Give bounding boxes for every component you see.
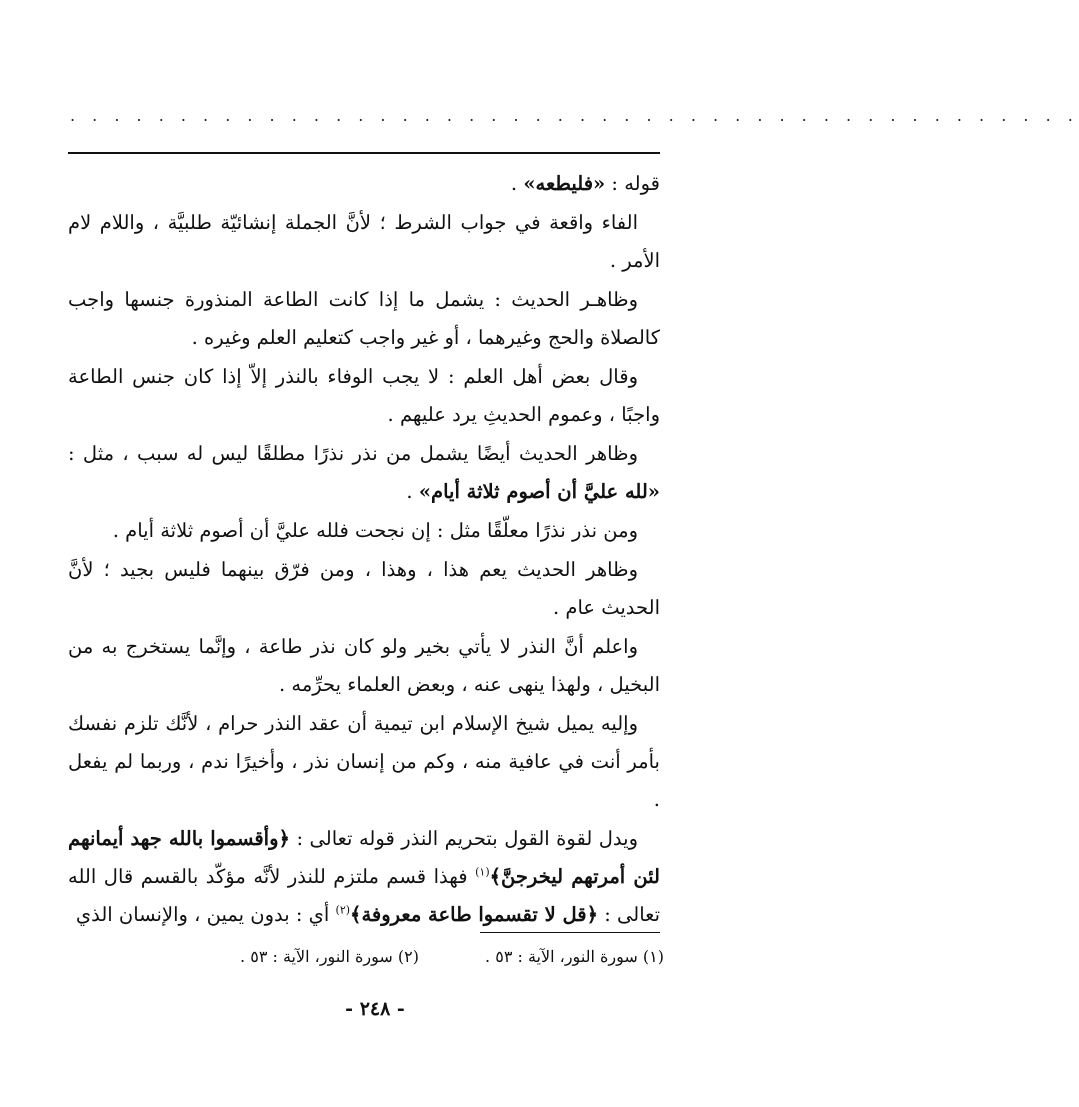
quran-verse-2: ﴿قل لا تقسموا طاعة معروفة﴾	[350, 903, 599, 926]
paragraph-7: وظاهر الحديث يعم هذا ، وهذا ، ومن فرّق بينهما فليس بجيد ؛ لأنَّ الحديث عام .	[68, 558, 660, 619]
paragraph-8: واعلم أنَّ النذر لا يأتي بخير ولو كان نذر طاعة ، وإنَّما يستخرج به من البخيل ، ولهذا ينهى عنه ، وبعض العلماء يحرِّمه .	[68, 635, 660, 696]
paragraph-2: الفاء واقعة في جواب الشرط ؛ لأنَّ الجملة إنشائيّة طلبيَّة ، واللام لام الأمر .	[68, 211, 660, 272]
footnote-1: (١) سورة النور، الآية : ٥٣ .	[485, 947, 664, 966]
paragraph-1-quote: «فليطعه»	[523, 172, 606, 195]
footnote-rule	[480, 932, 660, 933]
paragraph-5-text: وظاهر الحديث أيضًا يشمل من نذر نذرًا مطلقًا ليس له سبب ، مثل :	[68, 442, 638, 465]
paragraph-10-a: ويدل لقوة القول بتحريم النذر قوله تعالى :	[289, 827, 639, 850]
paragraph-10-c: أي : بدون يمين ، والإنسان الذي	[75, 903, 336, 926]
page-body	[68, 165, 660, 935]
page-number: - ٢٤٨ -	[345, 998, 405, 1020]
paragraph-10-b: فهذا قسم ملتزم للنذر لأنَّه مؤكّد بالقسم قال الله تعالى :	[68, 865, 660, 926]
paragraph-6: ومن نذر نذرًا معلّقًا مثل : إن نجحت فلله عليَّ أن أصوم ثلاثة أيام .	[112, 519, 638, 542]
footnote-ref-1: (١)	[475, 865, 490, 879]
paragraph-5-suffix: .	[406, 480, 419, 503]
paragraph-1-suffix: .	[510, 172, 524, 195]
quran-verse-1: ﴿وأقسموا بالله جهد أيمانهم لئن أمرتهم ليخرجنَّ﴾	[68, 827, 660, 888]
paragraph-1	[68, 165, 660, 203]
paragraph-1-prefix: قوله :	[605, 172, 660, 195]
paragraph-9: وإليه يميل شيخ الإسلام ابن تيمية أن عقد النذر حرام ، لأنَّك تلزم نفسك بأمر أنت في عافية منه ، وكم من إنسان نذر ، وأخيرًا ندم ، وربما لم يفعل .	[68, 712, 660, 811]
header-dotted-line: . . . . . . . . . . . . . . . . . . . . . . . . . . . . . . . . . . . . . . . . . . . . . .	[70, 106, 1079, 125]
footnote-ref-2: (٢)	[335, 903, 351, 917]
paragraph-3: وظاهـر الحديث : يشمل ما إذا كانت الطاعة المنذورة جنسها واجب كالصلاة والحج وغيرهما ، أو غير واجب كتعليم العلم وغيره .	[68, 288, 660, 349]
header-rule	[68, 152, 660, 154]
paragraph-5	[68, 435, 660, 511]
footnote-2: (٢) سورة النور، الآية : ٥٣ .	[240, 947, 419, 966]
paragraph-10	[68, 820, 660, 934]
paragraph-4: وقال بعض أهل العلم : لا يجب الوفاء بالنذر إلاّ إذا كان جنس الطاعة واجبًا ، وعموم الحديثِ يرد عليهم .	[68, 365, 660, 426]
paragraph-5-quote: «لله عليَّ أن أصوم ثلاثة أيام»	[418, 480, 660, 503]
